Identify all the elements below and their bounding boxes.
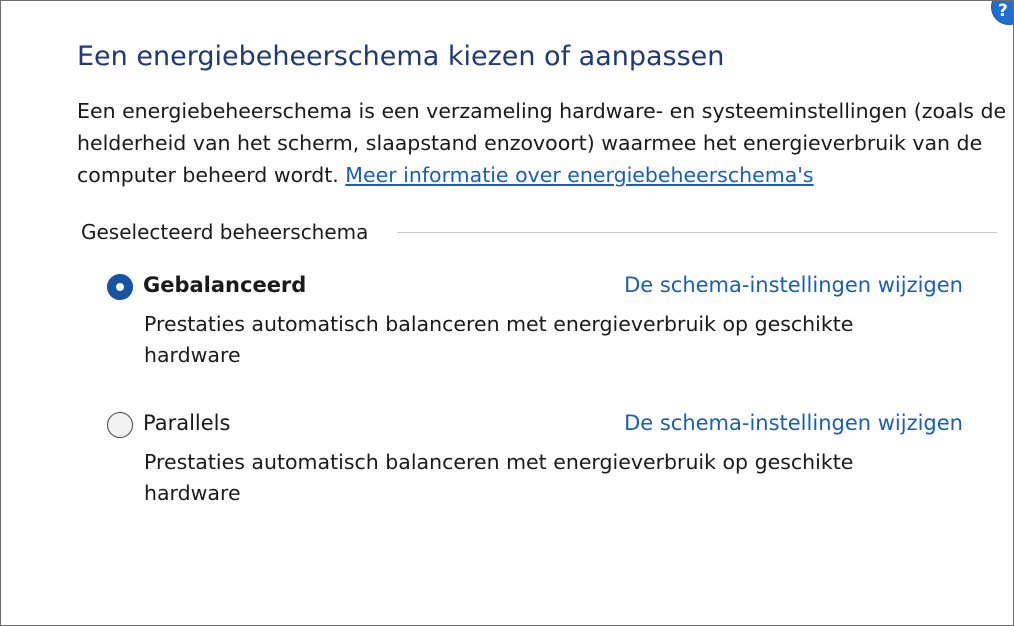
- page-description: [77, 95, 1007, 191]
- plan-name[interactable]: Parallels: [143, 411, 231, 435]
- selected-plan-group-header: [81, 220, 997, 248]
- description-text: Een energiebeheerschema is een verzameling hardware- en systeeminstellingen (zoals de helderheid van het scherm, slaapstand enzovoort) waarmee het energieverbruik van de computer beheerd wordt.: [77, 99, 1007, 187]
- page-title: Een energiebeheerschema kiezen of aanpassen: [77, 41, 725, 72]
- plan-radio-gebalanceerd[interactable]: [107, 274, 133, 300]
- change-plan-settings-link[interactable]: De schema-instellingen wijzigen: [624, 273, 963, 297]
- plan-radio-parallels[interactable]: [107, 412, 133, 438]
- help-question-icon: ?: [998, 1, 1008, 21]
- plan-description: Prestaties automatisch balanceren met energieverbruik op geschikte hardware: [144, 312, 854, 367]
- help-button[interactable]: [991, 0, 1014, 25]
- plan-name[interactable]: Gebalanceerd: [143, 273, 307, 297]
- plan-description: Prestaties automatisch balanceren met energieverbruik op geschikte hardware: [144, 450, 854, 505]
- change-plan-settings-link[interactable]: De schema-instellingen wijzigen: [624, 411, 963, 435]
- group-label: Geselecteerd beheerschema: [81, 220, 369, 244]
- group-divider: [397, 232, 997, 233]
- more-info-link[interactable]: Meer informatie over energiebeheerschema's: [345, 163, 814, 187]
